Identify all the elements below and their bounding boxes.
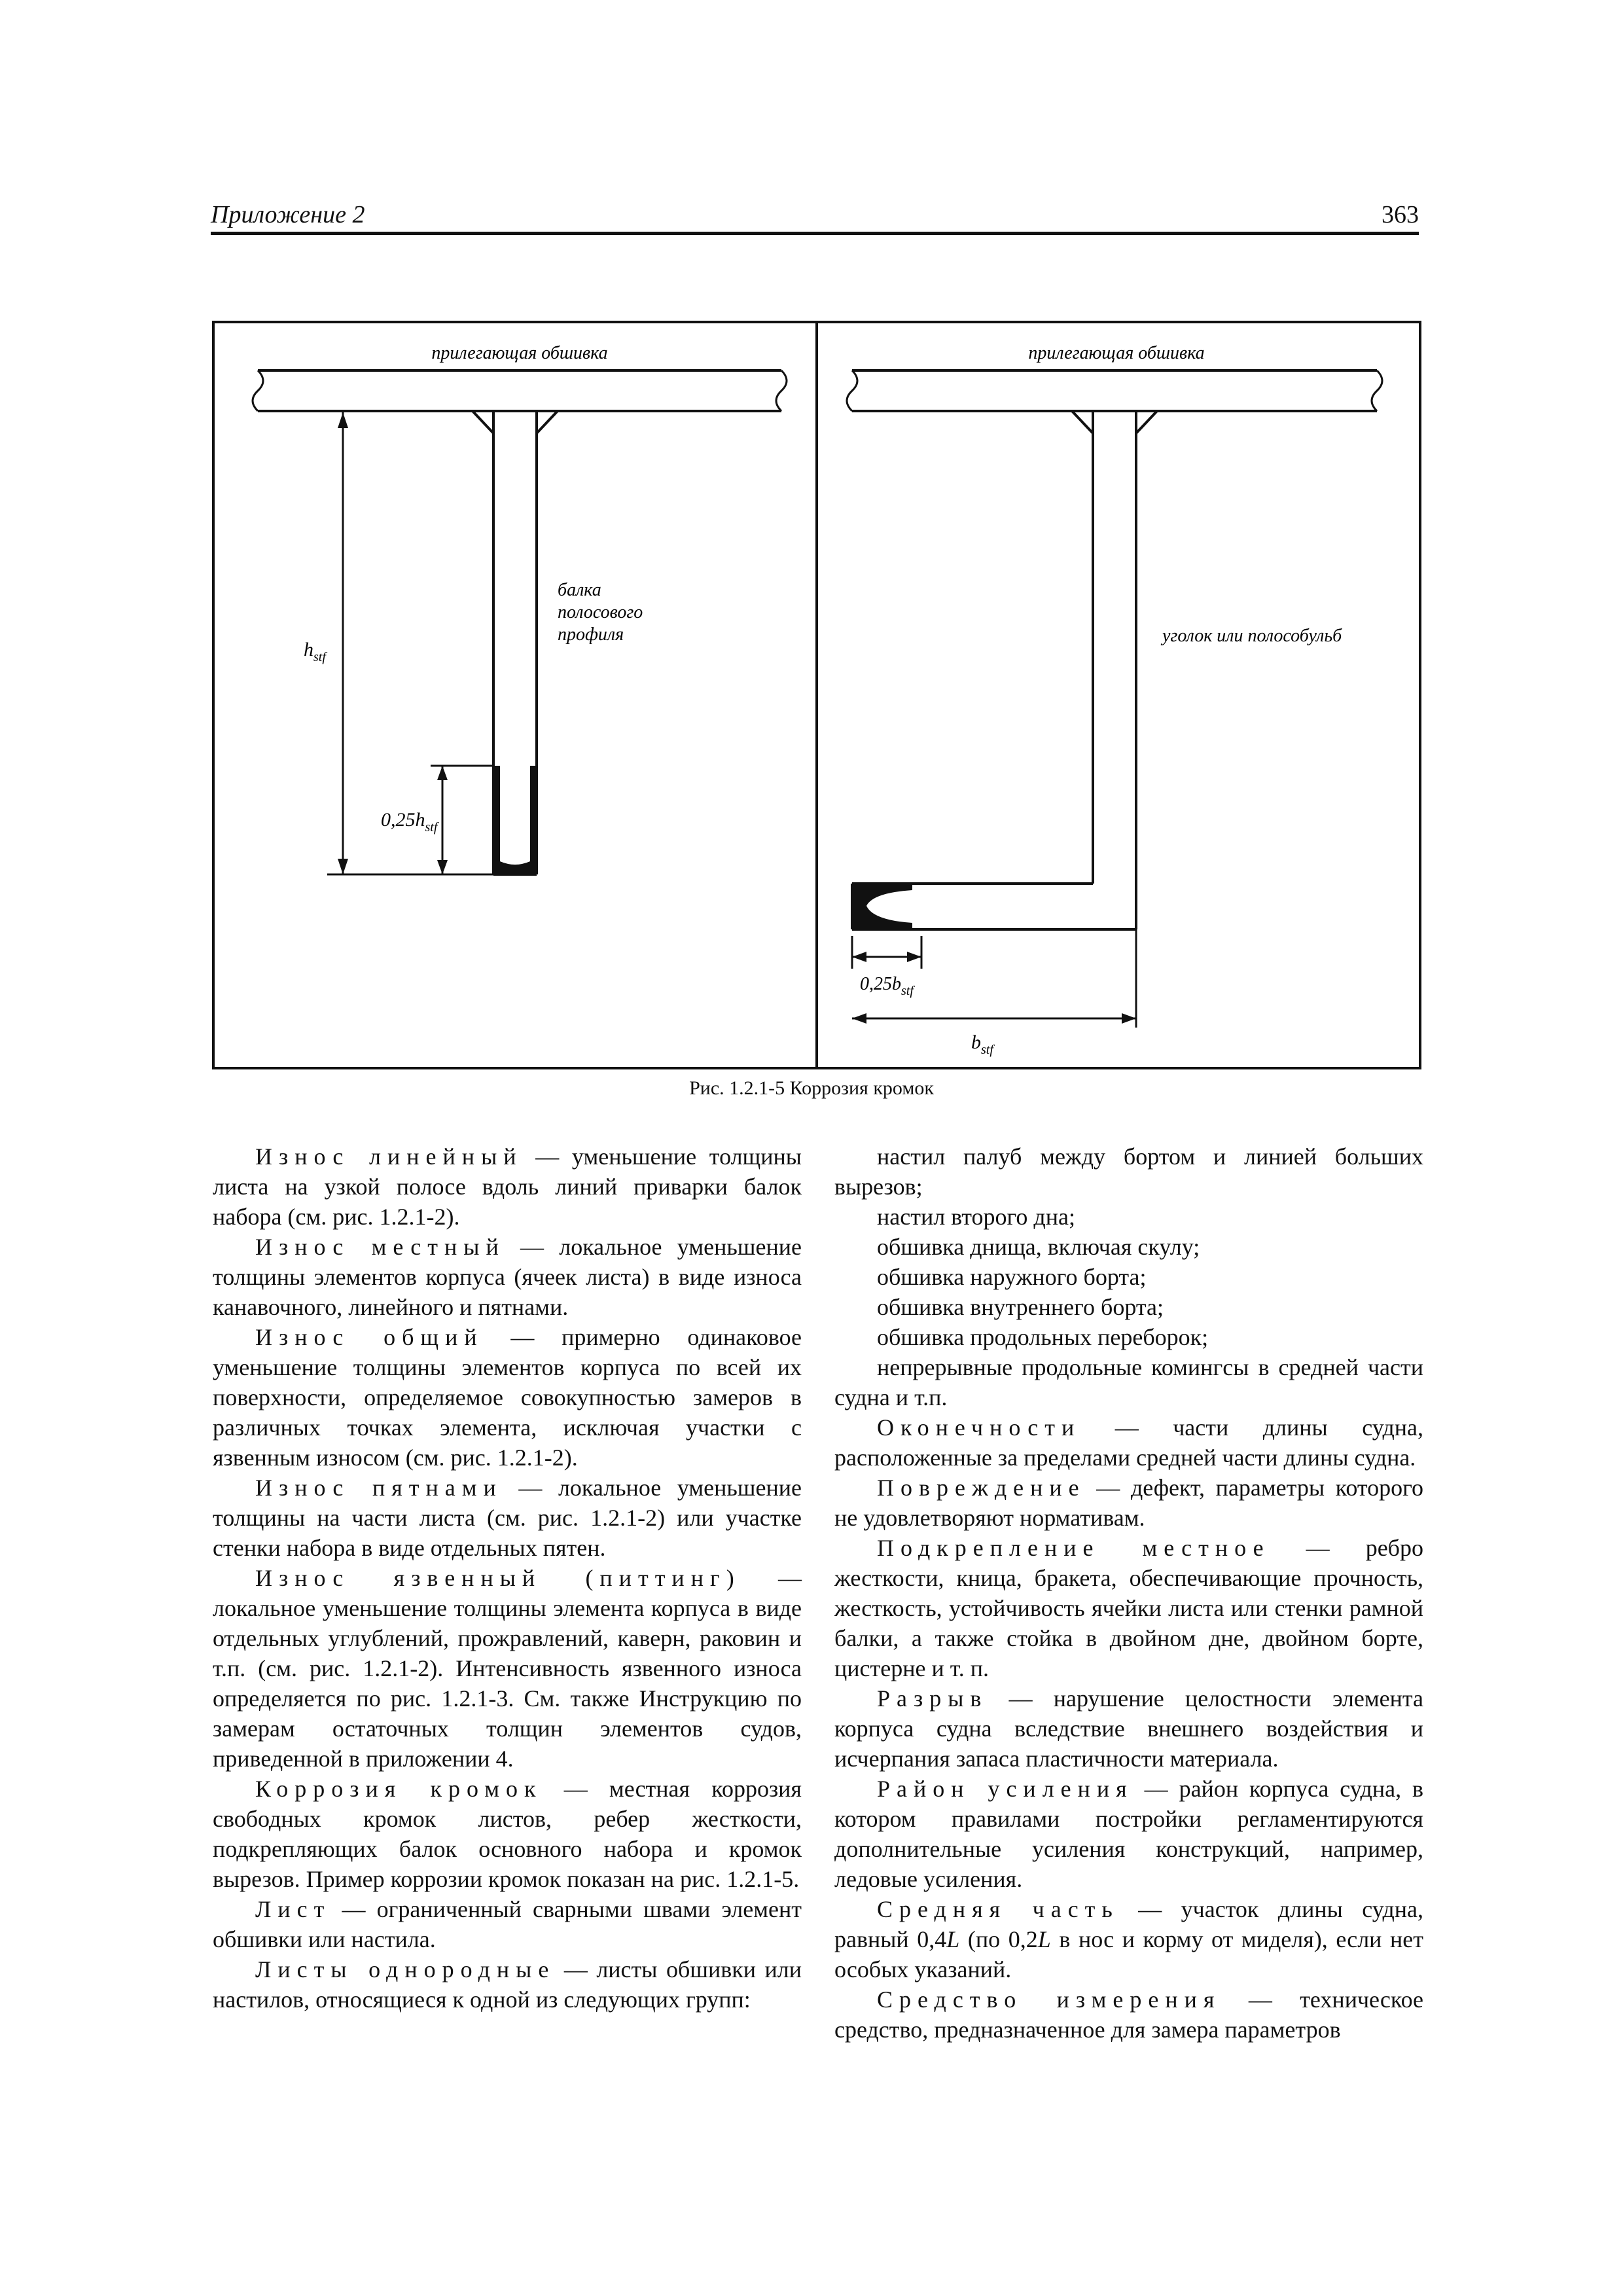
definition: Листы однородные — листы обшивки или настилов, относящиеся к одной из следующих групп: (213, 1956, 802, 2013)
list-item: обшивка внутреннего борта; (877, 1294, 1164, 1320)
right-plating-break-left (847, 370, 857, 411)
left-plating-break-left (253, 370, 263, 411)
definition: Повреждение — дефект, параметры которого не удовлетворяют нормативам. (834, 1475, 1423, 1531)
right-edge-corrosion (852, 885, 912, 928)
page-header (211, 200, 1419, 234)
left-column (213, 1141, 802, 2015)
svg-text:профиля: профиля (558, 624, 624, 645)
left-plating-label: прилегающая обшивка (431, 343, 608, 363)
list-item: настил второго дна; (877, 1204, 1075, 1230)
list-item: обшивка наружного борта; (877, 1264, 1147, 1290)
svg-text:0,25hstf: $0,25h_{stf}$ (381, 809, 438, 834)
appendix-title: Приложение 2 (211, 201, 365, 228)
definition: Износ пятнами — локальное уменьшение толщины на части листа (см. рис. 1.2.1-2) или участке стенки набора в виде отдельных пятен. (213, 1475, 802, 1561)
svg-text:hstf: $h_{stf}$ (304, 639, 326, 664)
definition: Район усиления — район корпуса судна, в котором правилами постройки регламентируются дополнительные усиления конструкций, например, ледовые усиления. (834, 1776, 1423, 1892)
svg-text:полосового: полосового (558, 602, 643, 622)
list-item: непрерывные продольные комингсы в средней части судна и т.п. (834, 1354, 1423, 1410)
svg-text:балка: балка (558, 580, 601, 600)
definition: Износ линейный — уменьшение толщины листа на узкой полосе вдоль линий приварки балок набора (см. рис. 1.2.1-2). (213, 1143, 802, 1230)
svg-text:bstf: $b_{stf}$ (971, 1031, 993, 1057)
definition: Средство измерения — техническое средство, предназначенное для замера параметров (834, 1986, 1423, 2043)
definition: Лист — ограниченный сварными швами элемент обшивки или настила. (213, 1896, 802, 1952)
page-number: 363 (1382, 201, 1419, 228)
list-item: обшивка продольных переборок; (877, 1324, 1209, 1350)
definition: Коррозия кромок — местная коррозия свободных кромок листов, ребер жесткости, подкрепляющих балок основного набора и кромок вырезов. Пример коррозии кромок показан на рис. 1.2.1-5. (213, 1776, 802, 1892)
definition: Подкрепление местное — ребро жесткости, кница, бракета, обеспечивающие прочность, жесткость, устойчивость ячейки листа или стенки рамной балки, а также стойка в двойном дне, двойном борте, цистерне и т. п. (834, 1535, 1423, 1681)
definition: Износ местный — локальное уменьшение толщины элементов корпуса (ячеек листа) в виде износа канавочного, линейного и пятнами. (213, 1234, 802, 1320)
right-plating-break-right (1372, 370, 1382, 411)
right-plating-label: прилегающая обшивка (1028, 343, 1205, 363)
list-item: обшивка днища, включая скулу; (877, 1234, 1200, 1260)
header-rule (211, 232, 1419, 235)
definition: Износ язвенный (питтинг) — локальное уменьшение толщины элемента корпуса в виде отдельных углублений, прожравлений, каверн, раковин и т.п. (см. рис. 1.2.1-2). Интенсивность язвенного износа определяется по рис. 1.2.1-3. См. также Инструкцию по замерам остаточных толщин элементов судов, приведенной в приложении 4. (213, 1565, 802, 1772)
definition: Оконечности — части длины судна, расположенные за пределами средней части длины судна. (834, 1414, 1423, 1471)
left-plating-break-right (776, 370, 787, 411)
corrosion-figure (212, 321, 1421, 1071)
definition: Разрыв — нарушение целостности элемента корпуса судна вследствие внешнего воздействия и исчерпания запаса пластичности материала. (834, 1685, 1423, 1772)
right-column (834, 1141, 1423, 2045)
right-panel (847, 343, 1382, 1057)
definition: Износ общий — примерно одинаковое уменьшение толщины элементов корпуса по всей их поверхности, определяемое совокупностью замеров в различных точках элемента, исключая участки с язвенным износом (см. рис. 1.2.1-2). (213, 1324, 802, 1471)
definition: Средняя часть — участок длины судна, равный 0,4L (по 0,2L в нос и корму от миделя), если нет особых указаний. (834, 1896, 1423, 1982)
svg-text:0,25bstf: $0,25b_{stf}$ (860, 974, 914, 998)
left-panel (253, 343, 787, 874)
left-edge-corrosion (495, 766, 535, 874)
figure-caption: Рис. 1.2.1-5 Коррозия кромок (689, 1077, 934, 1099)
list-item: настил палуб между бортом и линией больших вырезов; (834, 1143, 1423, 1200)
right-profile-label: уголок или полособульб (1162, 626, 1342, 646)
